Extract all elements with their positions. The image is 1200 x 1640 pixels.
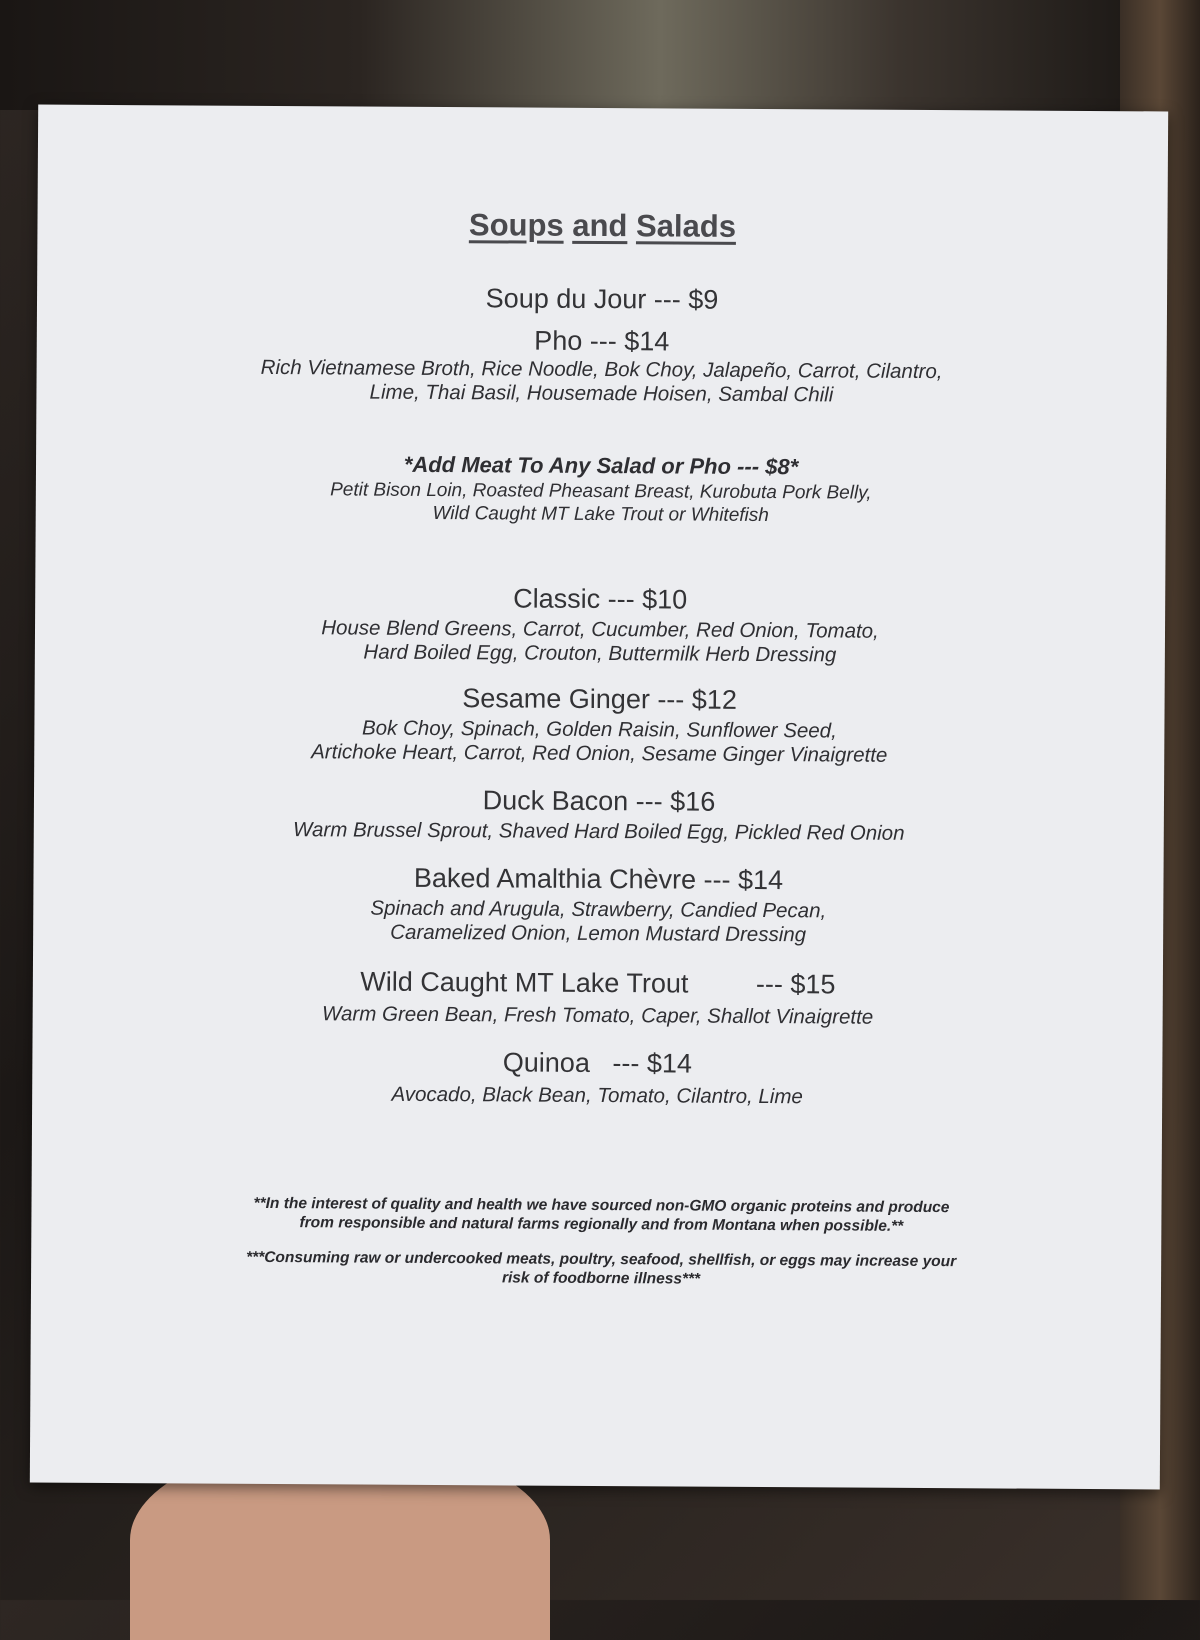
background-top [0, 0, 1200, 110]
pho-name: Pho --- $14 [534, 325, 670, 357]
quinoa-name: Quinoa --- $14 [502, 1047, 693, 1079]
title-word: and [572, 207, 628, 244]
classic-desc [35, 615, 1165, 670]
desc-line: Hard Boiled Egg, Crouton, Buttermilk Herb Dressing [363, 640, 837, 667]
desc-line: Petit Bison Loin, Roasted Pheasant Breast, Kurobuta Pork Belly, [330, 479, 872, 504]
desc-line: Warm Brussel Sprout, Shaved Hard Boiled Egg, Pickled Red Onion [292, 818, 905, 845]
desc-line: Rich Vietnamese Broth, Rice Noodle, Bok Choy, Jalapeño, Carrot, Cilantro, [260, 355, 943, 384]
baked-chevre-desc [33, 895, 1163, 950]
note-line: from responsible and natural farms regionally and from Montana when possible.** [299, 1214, 904, 1235]
add-meat-title: *Add Meat To Any Salad or Pho --- $8* [403, 451, 799, 480]
soup-du-jour-name: Soup du Jour --- $9 [485, 283, 719, 315]
food-safety-note [151, 1247, 1051, 1290]
baked-chevre-name: Baked Amalthia Chèvre --- $14 [413, 862, 784, 896]
menu-title [37, 205, 1167, 248]
add-meat-desc [36, 477, 1166, 530]
desc-line: House Blend Greens, Carrot, Cucumber, Red Onion, Tomato, [321, 616, 879, 643]
desc-line: Artichoke Heart, Carrot, Red Onion, Sesame Ginger Vinaigrette [311, 740, 888, 767]
title-word: Soups [468, 207, 564, 243]
lake-trout-desc [33, 1001, 1163, 1032]
menu-paper [30, 105, 1168, 1490]
desc-line: Bok Choy, Spinach, Golden Raisin, Sunflower Seed, [361, 716, 837, 743]
sesame-ginger-name: Sesame Ginger --- $12 [462, 683, 738, 715]
lake-trout-name: Wild Caught MT Lake Trout --- $15 [360, 966, 836, 1000]
note-line: **In the interest of quality and health we have sourced non-GMO organic proteins and produce [253, 1194, 950, 1217]
pho-desc [36, 355, 1166, 410]
desc-line: Avocado, Black Bean, Tomato, Cilantro, Lime [391, 1082, 803, 1109]
desc-line: Wild Caught MT Lake Trout or Whitefish [432, 502, 769, 527]
desc-line: Warm Green Bean, Fresh Tomato, Caper, Shallot Vinaigrette [322, 1002, 874, 1029]
note-line: ***Consuming raw or undercooked meats, poultry, seafood, shellfish, or eggs may increase your [246, 1248, 957, 1271]
sourcing-note [151, 1193, 1051, 1236]
quinoa-desc [32, 1081, 1162, 1112]
classic-name: Classic --- $10 [513, 583, 688, 615]
duck-bacon-desc [34, 817, 1164, 848]
desc-line: Lime, Thai Basil, Housemade Hoisen, Sambal Chili [369, 380, 834, 407]
duck-bacon-name: Duck Bacon --- $16 [482, 785, 716, 817]
note-line: risk of foodborne illness*** [501, 1269, 701, 1288]
desc-line: Spinach and Arugula, Strawberry, Candied Pecan, [370, 896, 827, 923]
sesame-ginger-desc [34, 715, 1164, 770]
desc-line: Caramelized Onion, Lemon Mustard Dressing [390, 920, 807, 947]
title-word: Salads [635, 208, 737, 244]
